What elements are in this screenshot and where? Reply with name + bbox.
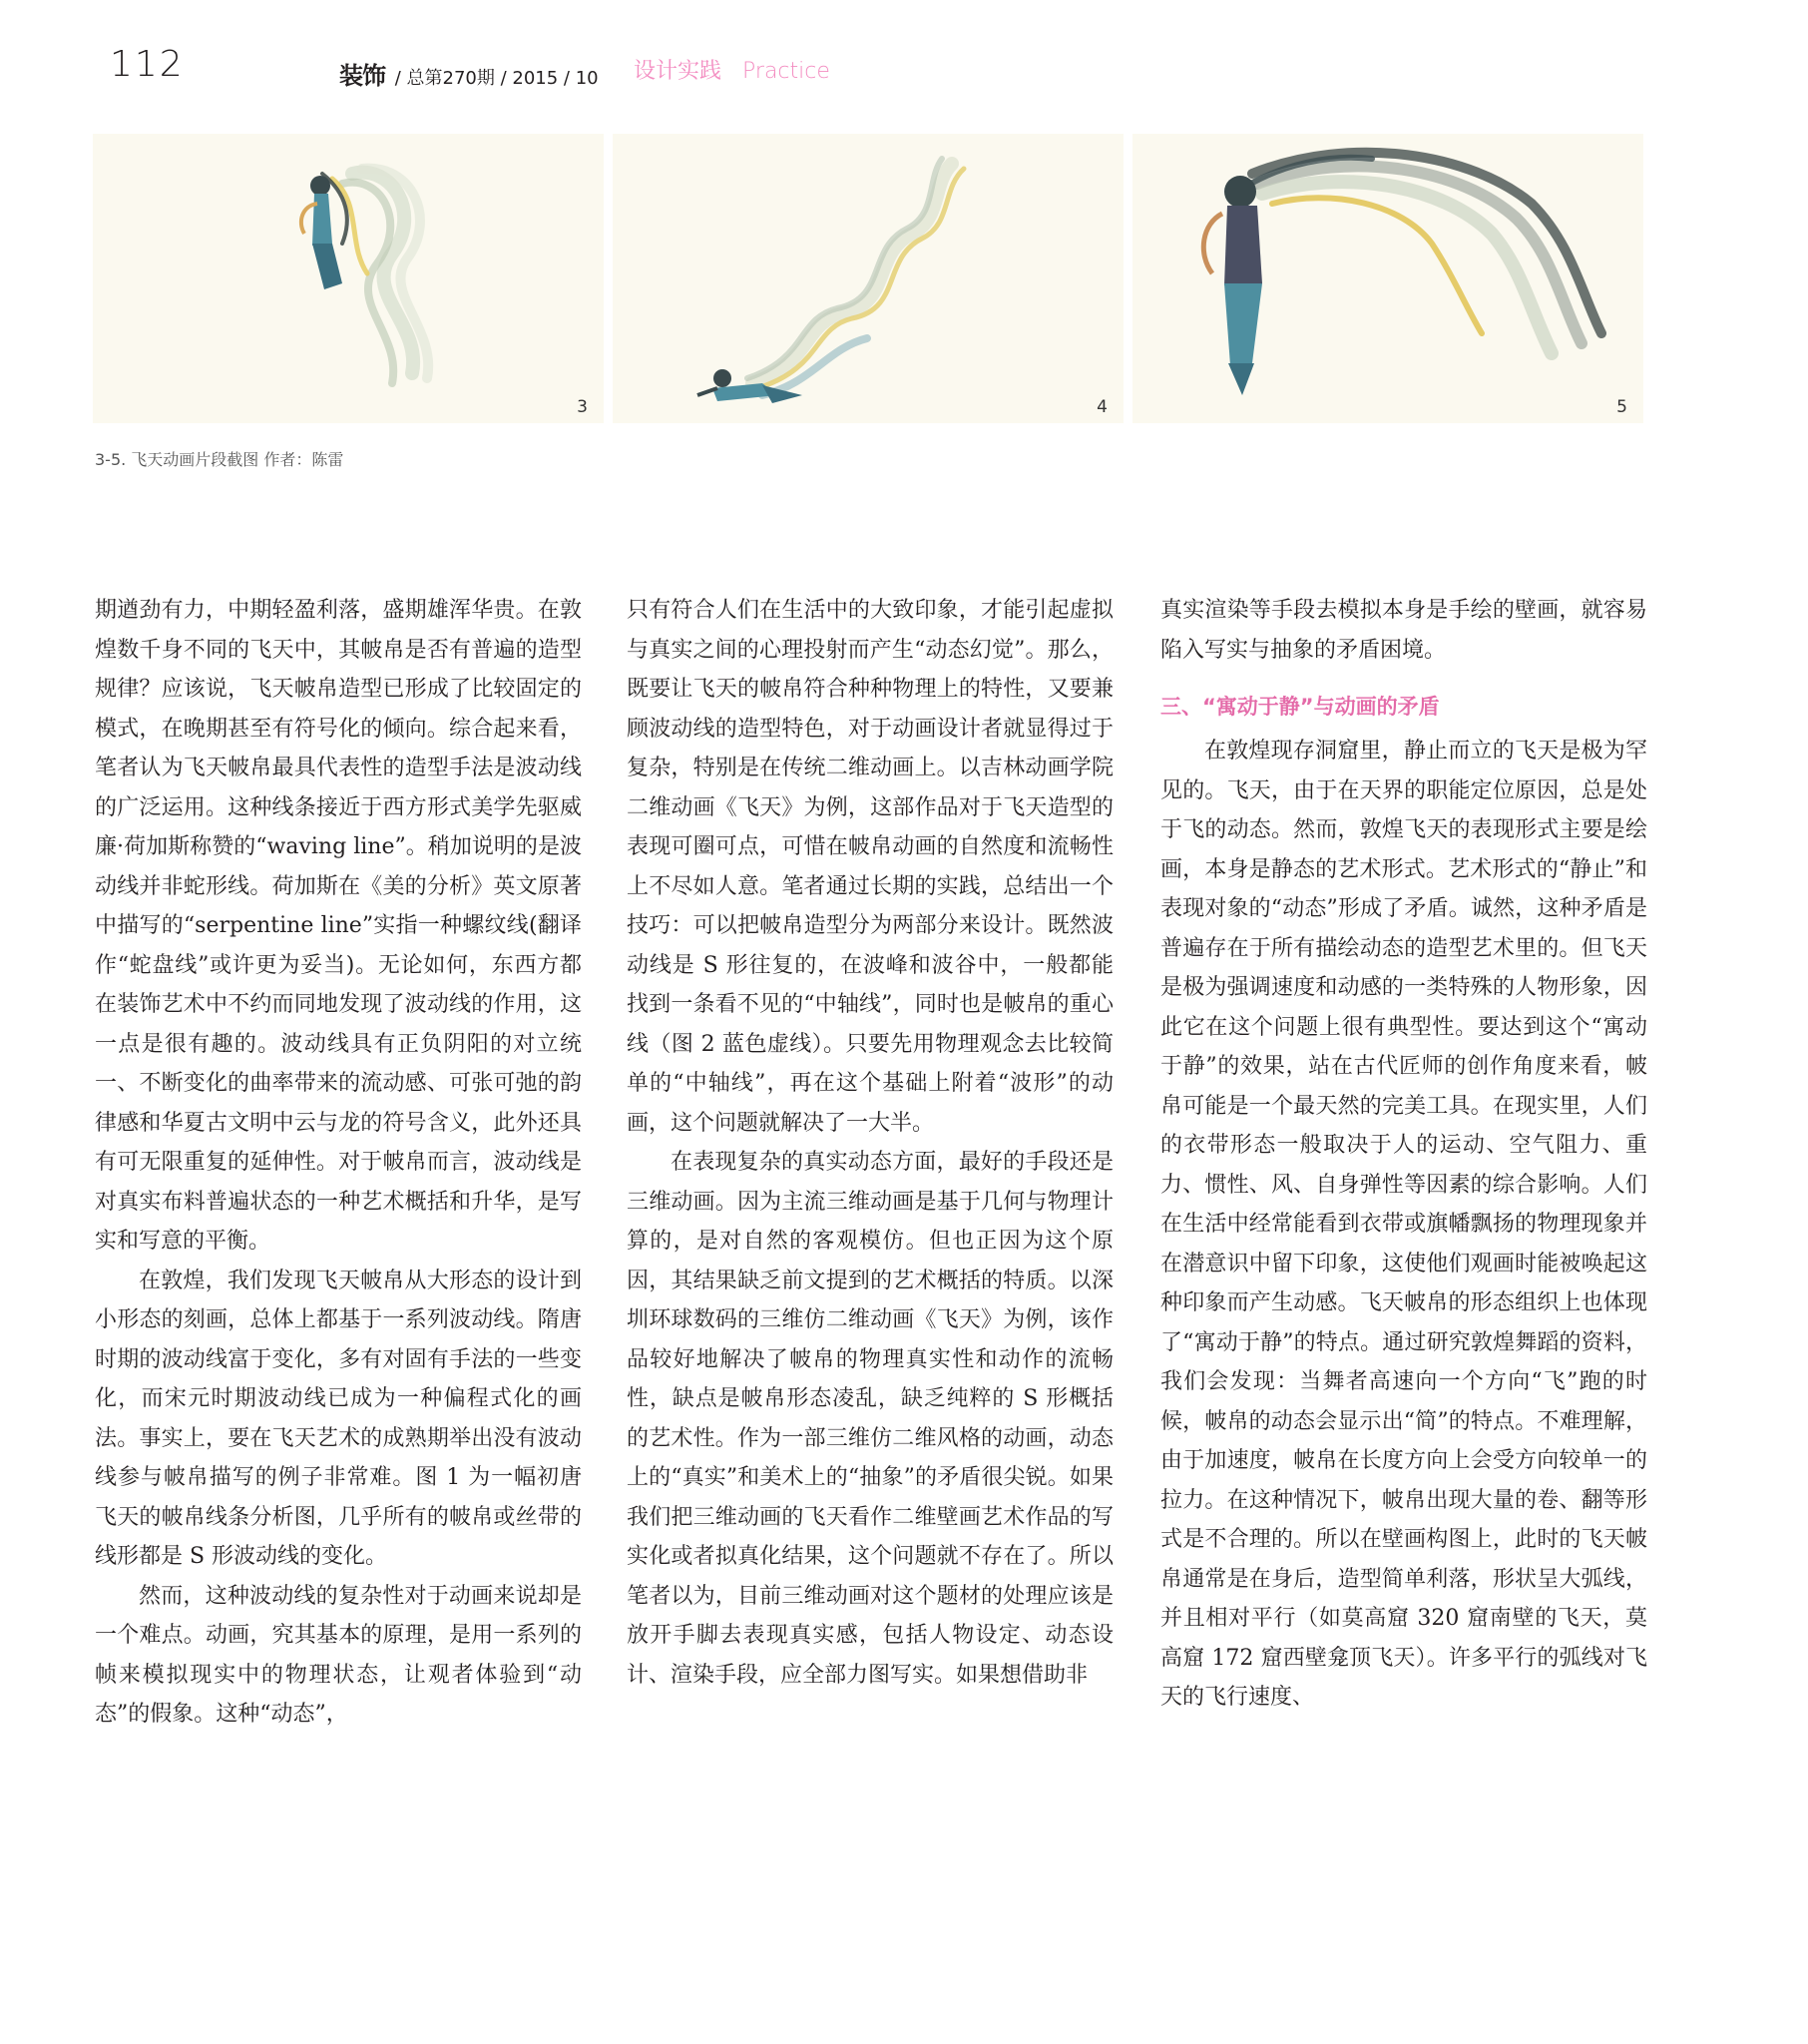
flying-apsaras-image [1132,134,1643,423]
magazine-masthead [339,56,599,91]
figure-number: 4 [1097,397,1108,417]
section-title-en: Practice [742,59,830,84]
issue-info: / 总第270期 / 2015 / 10 [394,68,599,89]
figure-caption: 3-5. 飞天动画片段截图 作者：陈雷 [95,450,344,469]
figure-strip [93,134,1649,423]
flying-apsaras-image [93,134,604,423]
magazine-logo: 装饰 [339,62,385,90]
paragraph: 在表现复杂的真实动态方面，最好的手段还是三维动画。因为主流三维动画是基于几何与物理计算的，是对自然的客观模仿。但也正因为这个原因，其结果缺乏前文提到的艺术概括的特质。以深圳环球数码的三维仿二维动画《飞天》为例，该作品较好地解决了帔帛的物理真实性和动作的流畅性，缺点是帔帛形态凌乱，缺乏纯粹的 S 形概括的艺术性。作为一部三维仿二维风格的动画，动态上的“真实”和美术上的“抽象”的矛盾很尖锐。如果我们把三维动画的飞天看作二维壁画艺术作品的写实化或者拟真化结果，这个问题就不存在了。所以笔者以为，目前三维动画对这个题材的处理应该是放开手脚去表现真实感，包括人物设定、动态设计、渲染手段，应全部力图写实。如果想借助非 [627,1150,1114,1688]
section-heading: 三、“寓动于静”与动画的矛盾 [1160,695,1440,719]
paragraph: 只有符合人们在生活中的大致印象，才能引起虚拟与真实之间的心理投射而产生“动态幻觉”。那么，既要让飞天的帔帛符合种种物理上的特性，又要兼顾波动线的造型特色，对于动画设计者就显得过于复杂，特别是在传统二维动画上。以吉林动画学院二维动画《飞天》为例，这部作品对于飞天造型的表现可圈可点，可惜在帔帛动画的自然度和流畅性上不尽如人意。笔者通过长期的实践，总结出一个技巧：可以把帔帛造型分为两部分来设计。既然波动线是 S 形往复的，在波峰和波谷中，一般都能找到一条看不见的“中轴线”，同时也是帔帛的重心线（图 2 蓝色虚线）。只要先用物理观念去比较简单的“中轴线”，再在这个基础上附着“波形”的动画，这个问题就解决了一大半。 [627,598,1114,1136]
text-column-2 [627,591,1114,1695]
paragraph: 真实渲染等手段去模拟本身是手绘的壁画，就容易陷入写实与抽象的矛盾困境。 [1160,598,1647,663]
paragraph: 在敦煌现存洞窟里，静止而立的飞天是极为罕见的。飞天，由于在天界的职能定位原因，总是处于飞的动态。然而，敦煌飞天的表现形式主要是绘画，本身是静态的艺术形式。艺术形式的“静止”和表现对象的“动态”形成了矛盾。诚然，这种矛盾是普遍存在于所有描绘动态的造型艺术里的。但飞天是极为强调速度和动感的一类特殊的人物形象，因此它在这个问题上很有典型性。要达到这个“寓动于静”的效果，站在古代匠师的创作角度来看，帔帛可能是一个最天然的完美工具。在现实里，人们的衣带形态一般取决于人的运动、空气阻力、重力、惯性、风、自身弹性等因素的综合影响。人们在生活中经常能看到衣带或旗幡飘扬的物理现象并在潜意识中留下印象，这使他们观画时能被唤起这种印象而产生动感。飞天帔帛的形态组织上也体现了“寓动于静”的特点。通过研究敦煌舞蹈的资料，我们会发现：当舞者高速向一个方向“飞”跑的时候，帔帛的动态会显示出“简”的特点。不难理解，由于加速度，帔帛在长度方向上会受方向较单一的拉力。在这种情况下，帔帛出现大量的卷、翻等形式是不合理的。所以在壁画构图上，此时的飞天帔帛通常是在身后，造型简单利落，形状呈大弧线，并且相对平行（如莫高窟 320 窟南壁的飞天，莫高窟 172 窟西壁龛顶飞天）。许多平行的弧线对飞天的飞行速度、 [1160,739,1647,1710]
figure-5 [1132,134,1643,423]
section-title-cn: 设计实践 [634,59,722,84]
figure-3 [93,134,604,423]
flying-apsaras-image [613,134,1124,423]
paragraph: 在敦煌，我们发现飞天帔帛从大形态的设计到小形态的刻画，总体上都基于一系列波动线。隋唐时期的波动线富于变化，多有对固有手法的一些变化，而宋元时期波动线已成为一种偏程式化的画法。事实上，要在飞天艺术的成熟期举出没有波动线参与帔帛描写的例子非常难。图 1 为一幅初唐飞天的帔帛线条分析图，几乎所有的帔帛或丝带的线形都是 S 形波动线的变化。 [95,1268,582,1569]
figure-number: 3 [577,397,588,417]
page-header [0,0,1808,110]
text-column-1 [95,591,582,1735]
paragraph: 然而，这种波动线的复杂性对于动画来说却是一个难点。动画，究其基本的原理，是用一系列的帧来模拟现实中的物理状态，让观者体验到“动态”的假象。这种“动态”， [95,1583,582,1727]
section-tag [634,54,830,85]
figure-4 [613,134,1124,423]
paragraph: 期遒劲有力，中期轻盈利落，盛期雄浑华贵。在敦煌数千身不同的飞天中，其帔帛是否有普遍的造型规律？应该说，飞天帔帛造型已形成了比较固定的模式，在晚期甚至有符号化的倾向。综合起来看，笔者认为飞天帔帛最具代表性的造型手法是波动线的广泛运用。这种线条接近于西方形式美学先驱威廉·荷加斯称赞的“waving line”。稍加说明的是波动线并非蛇形线。荷加斯在《美的分析》英文原著中描写的“serpentine line”实指一种螺纹线(翻译作“蛇盘线”或许更为妥当)。无论如何，东西方都在装饰艺术中不约而同地发现了波动线的作用，这一点是很有趣的。波动线具有正负阴阳的对立统一、不断变化的曲率带来的流动感、可张可弛的韵律感和华夏古文明中云与龙的符号含义，此外还具有可无限重复的延伸性。对于帔帛而言，波动线是对真实布料普遍状态的一种艺术概括和升华，是写实和写意的平衡。 [95,598,582,1254]
page-number: 112 [110,44,185,85]
figure-number: 5 [1616,397,1627,417]
text-column-3 [1160,591,1647,1718]
